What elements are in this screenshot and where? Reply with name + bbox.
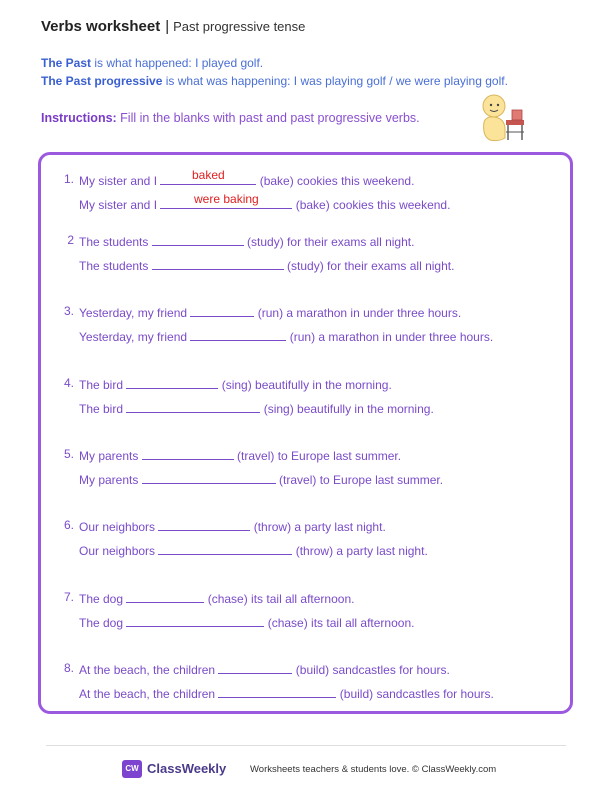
answer-blank[interactable]	[126, 590, 204, 603]
sentence-end: (bake) cookies this weekend.	[292, 198, 451, 212]
exercise-number: 8.	[63, 661, 74, 675]
sentence-start: The bird	[79, 402, 127, 416]
sentence-end: (chase) its tail all afternoon.	[204, 592, 355, 606]
definitions	[41, 54, 508, 90]
exercise-number: 1.	[63, 172, 74, 186]
answer-blank[interactable]	[142, 447, 234, 460]
answer-blank[interactable]	[158, 542, 292, 555]
classweekly-logo-icon: CW	[122, 760, 142, 778]
brand-name: ClassWeekly	[147, 761, 227, 776]
sentence-start: Yesterday, my friend	[79, 306, 191, 320]
sentence-start: The students	[79, 259, 152, 273]
filled-answer: were baking	[194, 192, 259, 206]
answer-blank[interactable]	[218, 685, 336, 698]
exercise-number: 3.	[63, 304, 74, 318]
answer-blank[interactable]	[152, 257, 284, 270]
sentence-end: (sing) beautifully in the morning.	[260, 402, 434, 416]
title-separator: |	[165, 18, 170, 35]
worksheet-title	[41, 18, 305, 38]
sentence-start: Our neighbors	[79, 520, 159, 534]
sentence-end: (sing) beautifully in the morning.	[218, 378, 392, 392]
sentence-start: The bird	[79, 378, 127, 392]
sentence-start: The students	[79, 235, 152, 249]
sentence-end: (study) for their exams all night.	[243, 235, 415, 249]
sentence-start: At the beach, the children	[79, 687, 219, 701]
sentence-start: My sister and I	[79, 174, 161, 188]
past-text: is what happened: I played golf.	[91, 56, 264, 70]
answer-blank[interactable]	[218, 661, 292, 674]
sentence-end: (travel) to Europe last summer.	[275, 473, 444, 487]
sentence-start: Our neighbors	[79, 544, 159, 558]
filled-answer: baked	[192, 168, 225, 182]
sentence-start: The dog	[79, 592, 127, 606]
answer-blank[interactable]	[160, 192, 292, 209]
exercise-number: 7.	[63, 590, 74, 604]
answer-blank[interactable]	[190, 328, 286, 341]
answer-blank[interactable]	[158, 518, 250, 531]
footer	[0, 760, 612, 780]
answer-blank[interactable]	[152, 233, 244, 246]
exercise-number: 5.	[63, 447, 74, 461]
instructions-label: Instructions:	[41, 111, 117, 125]
exercise-number: 4.	[63, 376, 74, 390]
sentence-end: (build) sandcastles for hours.	[336, 687, 494, 701]
past-term: The Past	[41, 56, 92, 70]
footer-divider	[46, 745, 566, 746]
sentence-start: Yesterday, my friend	[79, 330, 191, 344]
sentence-end: (bake) cookies this weekend.	[256, 174, 415, 188]
sentence-end: (run) a marathon in under three hours.	[286, 330, 494, 344]
instructions	[41, 111, 420, 125]
definition-past	[41, 54, 508, 72]
answer-blank[interactable]	[160, 168, 256, 185]
sentence-end: (study) for their exams all night.	[283, 259, 455, 273]
sentence-start: The dog	[79, 616, 127, 630]
sentence-end: (throw) a party last night.	[292, 544, 428, 558]
sentence-start: My sister and I	[79, 198, 161, 212]
instructions-text: Fill in the blanks with past and past progressive verbs.	[116, 111, 420, 125]
answer-blank[interactable]	[190, 304, 254, 317]
sentence-start: At the beach, the children	[79, 663, 219, 677]
progressive-term: The Past progressive	[41, 74, 163, 88]
exercise-number: 6.	[63, 518, 74, 532]
answer-blank[interactable]	[126, 376, 218, 389]
answer-blank[interactable]	[142, 471, 276, 484]
sentence-end: (travel) to Europe last summer.	[233, 449, 402, 463]
sentence-start: My parents	[79, 473, 142, 487]
progressive-text: is what was happening: I was playing golf / we were playing golf.	[162, 74, 508, 88]
student-at-desk-illustration	[472, 92, 532, 144]
definition-progressive	[41, 72, 508, 90]
sentence-end: (throw) a party last night.	[250, 520, 386, 534]
answer-blank[interactable]	[126, 614, 264, 627]
title-subtitle: Past progressive tense	[173, 19, 306, 34]
footer-tagline: Worksheets teachers & students love. © ClassWeekly.com	[250, 764, 497, 775]
sentence-end: (run) a marathon in under three hours.	[254, 306, 462, 320]
title-main: Verbs worksheet	[41, 18, 161, 35]
sentence-end: (build) sandcastles for hours.	[292, 663, 450, 677]
answer-blank[interactable]	[126, 400, 260, 413]
sentence-end: (chase) its tail all afternoon.	[264, 616, 415, 630]
sentence-start: My parents	[79, 449, 142, 463]
exercise-number: 2	[67, 233, 74, 247]
